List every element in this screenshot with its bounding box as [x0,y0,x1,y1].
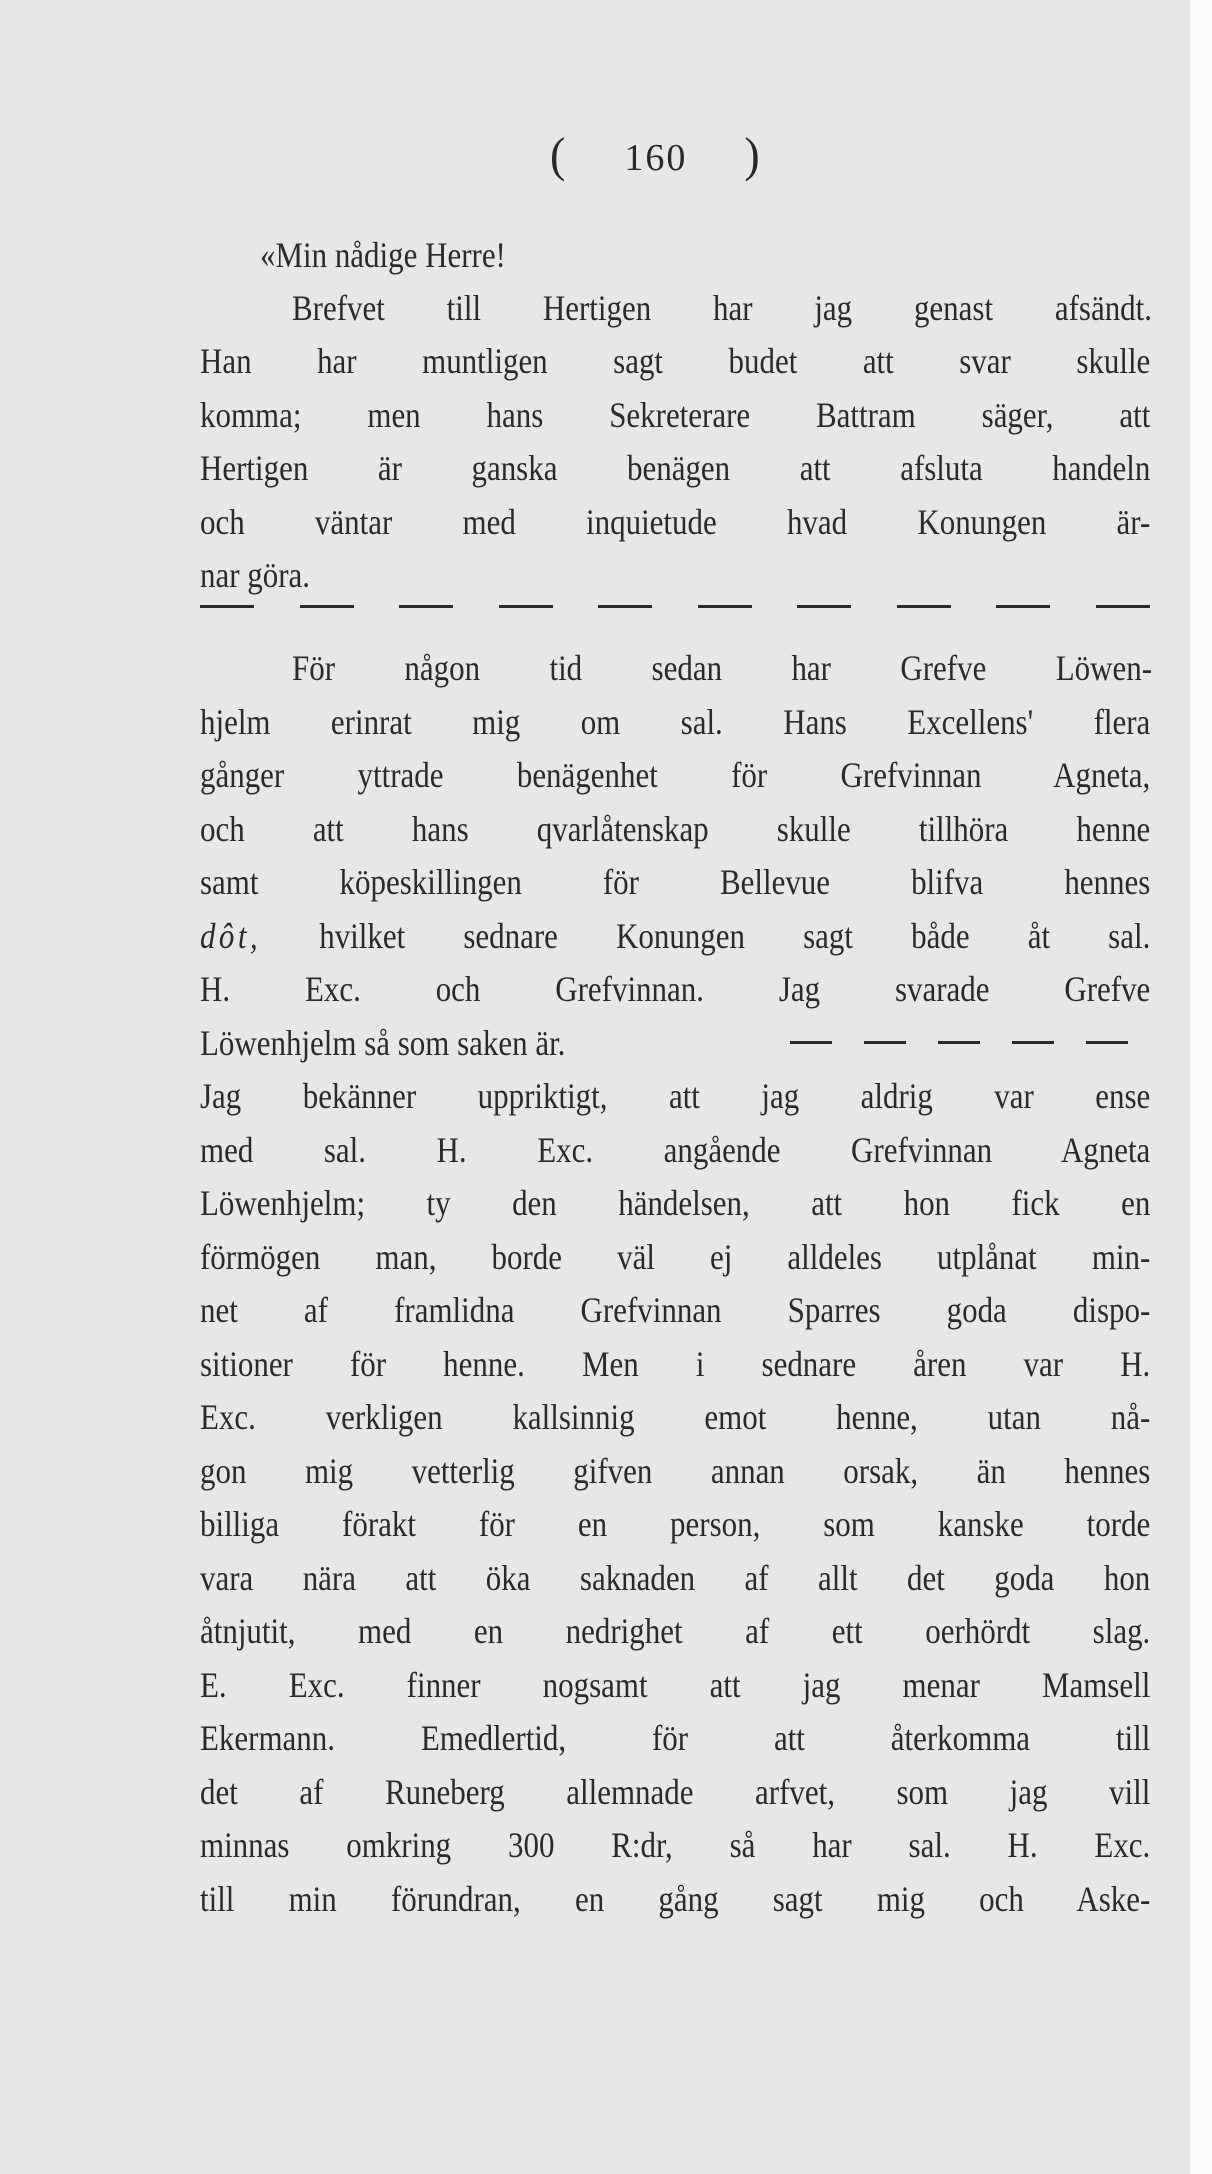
text-line: Löwenhjelm så som saken är. [200,1023,566,1063]
dash [938,1041,980,1044]
page-edge [1190,0,1212,2174]
dash [598,605,652,608]
text-line: Löwenhjelm; ty den händelsen, att hon fick en [200,1183,1151,1223]
text-line: Han har muntligen sagt budet att svar skulle [200,341,1151,381]
text-line: Brefvet till Hertigen har jag genast afsändt. [292,288,1152,328]
dash [399,605,453,608]
dash [1096,605,1150,608]
text-line: H. Exc. och Grefvinnan. Jag svarade Grefve [200,969,1151,1009]
dash [897,605,951,608]
text-line: Exc. verkligen kallsinnig emot henne, utan nå- [200,1397,1151,1437]
open-paren: ( [550,127,568,182]
text-line: och väntar med inquietude hvad Konungen är- [200,502,1151,542]
text-line: vara nära att öka saknaden af allt det goda hon [200,1558,1151,1598]
text-line: billiga förakt för en person, som kanske torde [200,1504,1151,1544]
dash [499,605,553,608]
page-number-value: 160 [624,137,688,179]
page-number [550,128,810,181]
dash [300,605,354,608]
text-line: gon mig vetterlig gifven annan orsak, än hennes [200,1451,1151,1491]
letter-greeting: «Min nådige Herre! [260,235,506,275]
text-line: net af framlidna Grefvinnan Sparres goda dispo- [200,1290,1151,1330]
text-line: det af Runeberg allemnade arfvet, som jag vill [200,1772,1151,1812]
text-line: minnas omkring 300 R:dr, så har sal. H. Exc. [200,1825,1151,1865]
text-line: Hertigen är ganska benägen att afsluta handeln [200,448,1151,488]
section-separator [200,605,1150,611]
dash [790,1041,832,1044]
text-line: komma; men hans Sekreterare Battram säger, att [200,395,1151,435]
text-line: sitioner för henne. Men i sednare åren var H. [200,1344,1151,1384]
dash [797,605,851,608]
text-line: E. Exc. finner nogsamt att jag menar Mamsell [200,1665,1151,1705]
inline-dashes [790,1041,1128,1044]
text-line: och att hans qvarlåtenskap skulle tillhöra henne [200,809,1151,849]
text-line: För någon tid sedan har Grefve Löwen- [292,648,1152,688]
text-line: gånger yttrade benägenhet för Grefvinnan Agneta, [200,755,1151,795]
dash [1086,1041,1128,1044]
text-segment: hvilket sednare Konungen sagt både åt sal. [319,916,1151,956]
text-line: åtnjutit, med en nedrighet af ett oerhördt slag. [200,1611,1151,1651]
text-line: med sal. H. Exc. angående Grefvinnan Agneta [200,1130,1151,1170]
text-line: nar göra. [200,555,311,595]
dash [996,605,1050,608]
text-line: hjelm erinrat mig om sal. Hans Excellens' flera [200,702,1151,742]
dash [864,1041,906,1044]
text-line: samt köpeskillingen för Bellevue blifva hennes [200,862,1151,902]
text-line-dot [200,909,1150,963]
text-line: Jag bekänner uppriktigt, att jag aldrig var ense [200,1076,1151,1116]
dash [200,605,254,608]
dash [1012,1041,1054,1044]
italic-word: dôt, [200,916,262,956]
text-line: förmögen man, borde väl ej alldeles utplånat min- [200,1237,1151,1277]
text-line: Ekermann. Emedlertid, för att återkomma till [200,1718,1151,1758]
close-paren: ) [744,127,762,182]
dash [698,605,752,608]
text-line: till min förundran, en gång sagt mig och Aske- [200,1879,1151,1919]
